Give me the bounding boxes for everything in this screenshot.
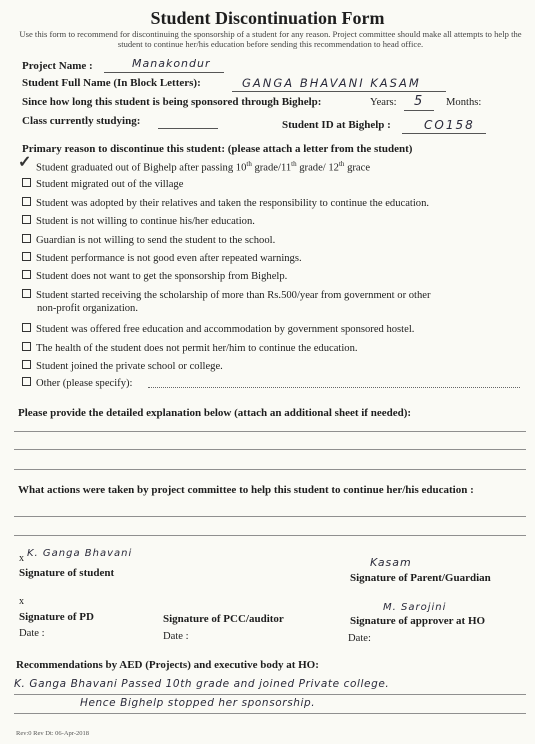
- reason-graduated-text-3: grade/ 12: [296, 162, 339, 174]
- reason-private-school[interactable]: [22, 360, 223, 372]
- reason-guardian[interactable]: [22, 234, 275, 246]
- actions-line-1[interactable]: [14, 516, 526, 517]
- student-sign-marker: x: [19, 553, 24, 564]
- class-line[interactable]: [158, 128, 218, 129]
- explanation-line-2[interactable]: [14, 449, 526, 450]
- reason-not-willing[interactable]: [22, 215, 255, 227]
- project-name-value[interactable]: Manakondur: [132, 57, 211, 70]
- years-line: [404, 110, 434, 111]
- checkbox-icon[interactable]: [22, 178, 31, 187]
- reason-adopted[interactable]: [22, 197, 429, 209]
- full-name-line: [232, 91, 446, 92]
- approver-signature-label: Signature of approver at HO: [350, 615, 486, 627]
- parent-signature-label: Signature of Parent/Guardian: [350, 572, 491, 584]
- checkbox-icon[interactable]: [22, 234, 31, 243]
- student-id-label: Student ID at Bighelp :: [282, 119, 391, 131]
- student-id-value[interactable]: CO158: [424, 118, 475, 132]
- reason-scholarship-text: Student started receiving the scholarship of more than Rs.500/year from government or other: [36, 290, 431, 301]
- reason-health-text: The health of the student does not permit her/him to continue the education.: [36, 343, 358, 354]
- reason-health[interactable]: [22, 342, 358, 354]
- reason-performance[interactable]: [22, 252, 302, 264]
- recommendations-rule-2: [14, 713, 526, 714]
- student-signature[interactable]: K. Ganga Bhavani: [27, 548, 133, 559]
- reason-graduated-text-2: grade/11: [251, 162, 292, 174]
- reason-other[interactable]: [22, 377, 132, 389]
- student-id-line: [402, 133, 486, 134]
- recommendations-line-1[interactable]: K. Ganga Bhavani Passed 10th grade and joined Private college.: [14, 678, 390, 690]
- checkmark-icon: ✓: [18, 154, 32, 171]
- reason-other-text: Other (please specify):: [36, 378, 133, 389]
- form-footer: Rev:0 Rev Dt: 06-Apr-2018: [16, 730, 89, 737]
- actions-line-2[interactable]: [14, 535, 526, 536]
- reason-heading: Primary reason to discontinue this student: (please attach a letter from the student): [22, 143, 413, 155]
- explanation-line-3[interactable]: [14, 469, 526, 470]
- project-name-label: Project Name :: [22, 60, 93, 72]
- reason-graduated-sup-2: th: [291, 160, 297, 168]
- reason-performance-text: Student performance is not good even after repeated warnings.: [36, 253, 302, 264]
- checkbox-icon[interactable]: [22, 323, 31, 332]
- checkbox-icon[interactable]: [22, 342, 31, 351]
- actions-heading: What actions were taken by project committee to help this student to continue her/his education :: [18, 484, 474, 496]
- explanation-line-1[interactable]: [14, 431, 526, 432]
- date-label-pd: Date :: [19, 628, 45, 639]
- reason-not-willing-text: Student is not willing to continue his/her education.: [36, 216, 255, 227]
- approver-signature[interactable]: M. Sarojini: [383, 602, 447, 613]
- reason-graduated-sup-3: th: [338, 160, 345, 168]
- reason-graduated-text-4: grace: [344, 162, 371, 174]
- pd-signature-label: Signature of PD: [19, 611, 94, 623]
- reason-no-sponsorship[interactable]: [22, 270, 287, 282]
- pd-sign-marker: x: [19, 596, 24, 607]
- project-name-line: [104, 72, 224, 73]
- recommendations-rule-1: [14, 694, 526, 695]
- reason-migrated-text: Student migrated out of the village: [36, 179, 184, 190]
- reason-scholarship-line2: non-profit organization.: [37, 303, 139, 314]
- full-name-label: Student Full Name (In Block Letters):: [22, 77, 201, 89]
- reason-guardian-text: Guardian is not willing to send the student to the school.: [36, 235, 276, 246]
- years-label: Years:: [370, 97, 397, 108]
- date-label-approver: Date:: [348, 633, 371, 644]
- sponsored-label: Since how long this student is being sponsored through Bighelp:: [22, 96, 322, 108]
- full-name-value[interactable]: GANGA BHAVANI KASAM: [242, 76, 421, 90]
- parent-signature[interactable]: Kasam: [370, 556, 412, 569]
- recommendations-heading: Recommendations by AED (Projects) and executive body at HO:: [16, 659, 319, 671]
- reason-migrated[interactable]: [22, 178, 183, 190]
- reason-scholarship[interactable]: [22, 289, 431, 301]
- recommendations-line-2[interactable]: Hence Bighelp stopped her sponsorship.: [80, 697, 316, 709]
- reason-no-sponsorship-text: Student does not want to get the sponsorship from Bighelp.: [36, 271, 288, 282]
- reason-private-school-text: Student joined the private school or college.: [36, 361, 223, 372]
- reason-hostel[interactable]: [22, 323, 414, 335]
- checkbox-icon[interactable]: [22, 252, 31, 261]
- months-label: Months:: [446, 97, 482, 108]
- reason-adopted-text: Student was adopted by their relatives and taken the responsibility to continue the education.: [36, 198, 430, 209]
- student-signature-label: Signature of student: [19, 567, 115, 579]
- checkbox-icon[interactable]: [22, 197, 31, 206]
- reason-hostel-text: Student was offered free education and accommodation by government sponsored hostel.: [36, 324, 415, 335]
- reason-graduated-sup-1: th: [246, 160, 252, 168]
- checkbox-icon[interactable]: [22, 289, 31, 298]
- form-intro: Use this form to recommend for discontinuing the sponsorship of a student for any reason. Project committee should make all attempts to help the student to continue her/his education before sending this recommendation to head office.: [19, 29, 522, 49]
- reason-graduated-text: Student graduated out of Bighelp after passing 10: [36, 162, 247, 174]
- date-label-pcc: Date :: [163, 631, 189, 642]
- class-label: Class currently studying:: [22, 115, 141, 127]
- pcc-signature-label: Signature of PCC/auditor: [163, 613, 284, 625]
- checkbox-icon[interactable]: [22, 270, 31, 279]
- explanation-heading: Please provide the detailed explanation below (attach an additional sheet if needed):: [18, 407, 412, 419]
- reason-graduated[interactable]: [36, 160, 370, 174]
- years-value[interactable]: 5: [414, 94, 424, 109]
- checkbox-icon[interactable]: [22, 215, 31, 224]
- checkbox-icon[interactable]: [22, 360, 31, 369]
- checkbox-icon[interactable]: [22, 377, 31, 386]
- form-title: Student Discontinuation Form: [150, 8, 385, 28]
- other-specify-line[interactable]: [148, 387, 520, 388]
